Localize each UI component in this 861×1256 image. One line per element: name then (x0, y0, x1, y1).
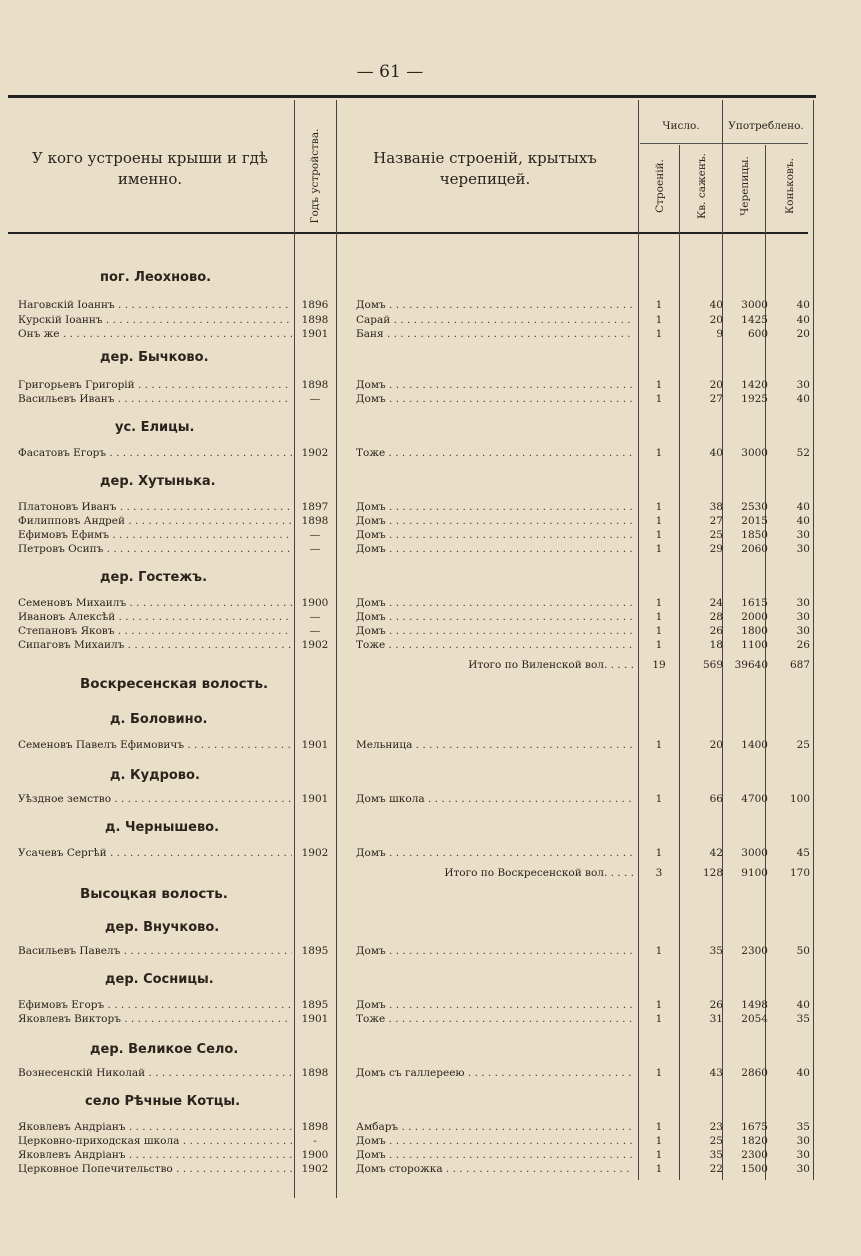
year-cell: 1900 (301, 1149, 329, 1161)
owner-cell: Усачевъ Сергѣй . . . (18, 846, 292, 861)
buildings-count-cell: 1 (655, 625, 663, 637)
building-cell: Домъ . . . (356, 1148, 634, 1163)
total-label: Итого по Виленской вол. . . . . (468, 659, 634, 671)
square-cell: 38 (709, 501, 723, 513)
year-cell: 1902 (301, 447, 329, 459)
tiles-cell: 2300 (741, 945, 768, 957)
buildings-count-cell: 1 (655, 393, 663, 405)
building-cell: Домъ . . . (356, 944, 634, 959)
ridges-cell: 52 (796, 447, 810, 459)
ridges-cell: 40 (796, 1067, 810, 1079)
owner-cell: Фасатовъ Егоръ . . . (18, 446, 292, 461)
owner-cell: Степановъ Яковъ . . . (18, 624, 292, 639)
square-cell: 35 (709, 945, 723, 957)
tiles-cell: 2054 (741, 1013, 768, 1025)
place-heading: д. Кудрово. (110, 768, 200, 783)
place-heading: д. Боловино. (110, 712, 208, 727)
total-ridges: 170 (789, 867, 810, 879)
buildings-count-cell: 1 (655, 1121, 663, 1133)
buildings-count-cell: 1 (655, 611, 663, 623)
header-owner: У кого устроены крыши и гдѣ именно. (32, 149, 268, 188)
table-row (0, 514, 861, 529)
table-row (0, 446, 861, 461)
header-ridges: Коньковъ. (784, 158, 796, 214)
year-cell: 1898 (301, 1121, 329, 1133)
buildings-count-cell: 1 (655, 1163, 663, 1175)
table-row (0, 1012, 861, 1027)
owner-cell: Сипаговъ Михаилъ . . . (18, 638, 292, 653)
building-cell: Амбаръ . . . (356, 1120, 634, 1135)
ridges-cell: 40 (796, 314, 810, 326)
table-row (0, 596, 861, 611)
tiles-cell: 1498 (741, 999, 768, 1011)
building-cell: Домъ . . . (356, 392, 634, 407)
ridges-cell: 30 (796, 1149, 810, 1161)
year-cell: 1902 (301, 639, 329, 651)
tiles-cell: 600 (747, 328, 768, 340)
square-cell: 35 (709, 1149, 723, 1161)
tiles-cell: 1925 (741, 393, 768, 405)
owner-cell: Ефимовъ Ефимъ . . . (18, 528, 292, 543)
owner-cell: Васильевъ Павелъ . . . (18, 944, 292, 959)
building-cell: Домъ . . . (356, 500, 634, 515)
square-cell: 26 (709, 999, 723, 1011)
ridges-cell: 45 (796, 847, 810, 859)
place-heading: село Рѣчные Котцы. (85, 1094, 241, 1109)
tiles-cell: 1425 (741, 314, 768, 326)
owner-cell: Васильевъ Иванъ . . . (18, 392, 292, 407)
year-cell: 1898 (301, 379, 329, 391)
year-cell: 1901 (301, 739, 329, 751)
owner-cell: Наговскій Іоаннъ . . . (18, 298, 292, 313)
tiles-cell: 1820 (741, 1135, 768, 1147)
header-buildings-count: Строеній. (654, 159, 666, 213)
building-cell: Тоже . . . (356, 1012, 634, 1027)
table-row (0, 392, 861, 407)
place-heading: пог. Леохново. (100, 270, 212, 285)
table-row (0, 1162, 861, 1177)
table-row (0, 542, 861, 557)
buildings-count-cell: 1 (655, 1013, 663, 1025)
total-tiles: 9100 (741, 867, 768, 879)
tiles-cell: 4700 (741, 793, 768, 805)
year-cell: — (309, 529, 321, 541)
year-cell: — (309, 611, 321, 623)
total-square: 569 (702, 659, 723, 671)
header-used-group: Употреблено. (728, 120, 804, 132)
year-cell: - (313, 1135, 317, 1147)
total-buildings: 3 (655, 867, 663, 879)
year-cell: 1901 (301, 1013, 329, 1025)
ridges-cell: 30 (796, 625, 810, 637)
square-cell: 20 (709, 739, 723, 751)
region-heading: Воскресенская волость. (80, 676, 269, 692)
table-row (0, 998, 861, 1013)
square-cell: 25 (709, 1135, 723, 1147)
buildings-count-cell: 1 (655, 999, 663, 1011)
year-cell: 1896 (301, 299, 329, 311)
buildings-count-cell: 1 (655, 1067, 663, 1079)
tiles-cell: 2300 (741, 1149, 768, 1161)
header-tiles: Черепицы. (739, 156, 751, 216)
buildings-count-cell: 1 (655, 1135, 663, 1147)
buildings-count-cell: 1 (655, 739, 663, 751)
buildings-count-cell: 1 (655, 314, 663, 326)
building-cell: Домъ . . . (356, 378, 634, 393)
place-heading: дер. Сосницы. (105, 972, 214, 987)
tiles-cell: 2000 (741, 611, 768, 623)
year-cell: 1898 (301, 1067, 329, 1079)
table-row (0, 846, 861, 861)
table-row (0, 378, 861, 393)
table-row (0, 1120, 861, 1135)
ridges-cell: 30 (796, 611, 810, 623)
buildings-count-cell: 1 (655, 515, 663, 527)
ridges-cell: 20 (796, 328, 810, 340)
owner-cell: Семеновъ Павелъ Ефимовичъ . . . (18, 738, 292, 753)
owner-cell: Ефимовъ Егоръ . . . (18, 998, 292, 1013)
ridges-cell: 35 (796, 1013, 810, 1025)
ridges-cell: 40 (796, 299, 810, 311)
square-cell: 22 (709, 1163, 723, 1175)
table-row (0, 313, 861, 328)
square-cell: 40 (709, 299, 723, 311)
place-heading: ус. Елицы. (115, 420, 195, 435)
header-year: Годъ устройства. (309, 128, 321, 224)
ridges-cell: 50 (796, 945, 810, 957)
place-heading: дер. Внучково. (105, 920, 220, 935)
ridges-cell: 40 (796, 501, 810, 513)
building-cell: Тоже . . . (356, 446, 634, 461)
header-count-group: Число. (662, 120, 700, 132)
year-cell: 1900 (301, 597, 329, 609)
tiles-cell: 1675 (741, 1121, 768, 1133)
owner-cell: Онъ же . . . (18, 327, 292, 342)
buildings-count-cell: 1 (655, 945, 663, 957)
ridges-cell: 30 (796, 597, 810, 609)
owner-cell: Яковлевъ Андріанъ . . . (18, 1148, 292, 1163)
building-cell: Домъ съ галлереею . . . (356, 1066, 634, 1081)
buildings-count-cell: 1 (655, 597, 663, 609)
table-row (0, 1066, 861, 1081)
page-number: — 61 — (356, 62, 424, 82)
year-cell: 1902 (301, 1163, 329, 1175)
place-heading: дер. Хутынька. (100, 474, 216, 489)
owner-cell: Церковное Попечительство . . . (18, 1162, 292, 1177)
header-building: Названіе строеній, крытыхъ черепицей. (373, 149, 597, 188)
ridges-cell: 40 (796, 515, 810, 527)
building-cell: Баня . . . (356, 327, 634, 342)
building-cell: Домъ сторожка . . . (356, 1162, 634, 1177)
building-cell: Домъ . . . (356, 624, 634, 639)
building-cell: Домъ . . . (356, 610, 634, 625)
square-cell: 9 (716, 328, 723, 340)
total-row (0, 866, 861, 881)
total-label: Итого по Воскресенской вол. . . . . (444, 867, 634, 879)
year-cell: 1901 (301, 793, 329, 805)
owner-cell: Платоновъ Иванъ . . . (18, 500, 292, 515)
year-cell: — (309, 625, 321, 637)
table-row (0, 944, 861, 959)
tiles-cell: 3000 (741, 847, 768, 859)
tiles-cell: 2060 (741, 543, 768, 555)
table-row (0, 1148, 861, 1163)
building-cell: Домъ . . . (356, 846, 634, 861)
table-row (0, 528, 861, 543)
building-cell: Домъ . . . (356, 528, 634, 543)
owner-cell: Григорьевъ Григорій . . . (18, 378, 292, 393)
square-cell: 18 (709, 639, 723, 651)
owner-cell: Уѣздное земство . . . (18, 792, 292, 807)
ridges-cell: 100 (789, 793, 810, 805)
place-heading: дер. Гостежъ. (100, 570, 208, 585)
building-cell: Домъ школа . . . (356, 792, 634, 807)
owner-cell: Курскій Іоаннъ . . . (18, 313, 292, 328)
ridges-cell: 35 (796, 1121, 810, 1133)
square-cell: 66 (709, 793, 723, 805)
owner-cell: Филипповъ Андрей . . . (18, 514, 292, 529)
table-row (0, 638, 861, 653)
ridges-cell: 30 (796, 529, 810, 541)
building-cell: Мельница . . . (356, 738, 634, 753)
owner-cell: Семеновъ Михаилъ . . . (18, 596, 292, 611)
year-cell: — (309, 393, 321, 405)
tiles-cell: 2015 (741, 515, 768, 527)
ridges-cell: 25 (796, 739, 810, 751)
year-cell: 1898 (301, 314, 329, 326)
year-cell: 1902 (301, 847, 329, 859)
building-cell: Домъ . . . (356, 298, 634, 313)
year-cell: 1898 (301, 515, 329, 527)
square-cell: 20 (709, 379, 723, 391)
building-cell: Домъ . . . (356, 514, 634, 529)
buildings-count-cell: 1 (655, 447, 663, 459)
building-cell: Домъ . . . (356, 596, 634, 611)
tiles-cell: 1420 (741, 379, 768, 391)
table-row (0, 738, 861, 753)
year-cell: 1897 (301, 501, 329, 513)
buildings-count-cell: 1 (655, 543, 663, 555)
building-cell: Домъ . . . (356, 998, 634, 1013)
tiles-cell: 2530 (741, 501, 768, 513)
buildings-count-cell: 1 (655, 639, 663, 651)
square-cell: 20 (709, 314, 723, 326)
ridges-cell: 40 (796, 999, 810, 1011)
buildings-count-cell: 1 (655, 793, 663, 805)
building-cell: Домъ . . . (356, 542, 634, 557)
square-cell: 31 (709, 1013, 723, 1025)
tiles-cell: 2860 (741, 1067, 768, 1079)
tiles-cell: 1850 (741, 529, 768, 541)
ridges-cell: 26 (796, 639, 810, 651)
square-cell: 28 (709, 611, 723, 623)
square-cell: 23 (709, 1121, 723, 1133)
buildings-count-cell: 1 (655, 847, 663, 859)
year-cell: — (309, 543, 321, 555)
tiles-cell: 3000 (741, 299, 768, 311)
buildings-count-cell: 1 (655, 1149, 663, 1161)
owner-cell: Ивановъ Алексѣй . . . (18, 610, 292, 625)
table-row (0, 298, 861, 313)
total-ridges: 687 (789, 659, 810, 671)
building-cell: Домъ . . . (356, 1134, 634, 1149)
tiles-cell: 3000 (741, 447, 768, 459)
square-cell: 43 (709, 1067, 723, 1079)
table-row (0, 792, 861, 807)
owner-cell: Церковно-приходская школа . . . (18, 1134, 292, 1149)
square-cell: 40 (709, 447, 723, 459)
tiles-cell: 1800 (741, 625, 768, 637)
total-tiles: 39640 (734, 659, 768, 671)
place-heading: д. Чернышево. (105, 820, 220, 835)
square-cell: 27 (709, 393, 723, 405)
square-cell: 27 (709, 515, 723, 527)
building-cell: Сарай . . . (356, 313, 634, 328)
table-row (0, 327, 861, 342)
year-cell: 1895 (301, 999, 329, 1011)
year-cell: 1901 (301, 328, 329, 340)
ridges-cell: 30 (796, 543, 810, 555)
square-cell: 26 (709, 625, 723, 637)
year-cell: 1895 (301, 945, 329, 957)
table-row (0, 610, 861, 625)
ridges-cell: 30 (796, 1163, 810, 1175)
owner-cell: Яковлевъ Викторъ . . . (18, 1012, 292, 1027)
square-cell: 29 (709, 543, 723, 555)
table-row (0, 500, 861, 515)
owner-cell: Вознесенскій Николай . . . (18, 1066, 292, 1081)
square-cell: 42 (709, 847, 723, 859)
buildings-count-cell: 1 (655, 529, 663, 541)
square-cell: 24 (709, 597, 723, 609)
ridges-cell: 30 (796, 379, 810, 391)
header-square-sazhen: Кв. саженъ. (696, 153, 708, 219)
total-buildings: 19 (652, 659, 666, 671)
table-row (0, 624, 861, 639)
place-heading: дер. Великое Село. (90, 1042, 239, 1057)
buildings-count-cell: 1 (655, 379, 663, 391)
tiles-cell: 1615 (741, 597, 768, 609)
building-cell: Тоже . . . (356, 638, 634, 653)
buildings-count-cell: 1 (655, 501, 663, 513)
ridges-cell: 30 (796, 1135, 810, 1147)
ridges-cell: 40 (796, 393, 810, 405)
total-square: 128 (702, 867, 723, 879)
region-heading: Высоцкая волость. (80, 886, 228, 902)
buildings-count-cell: 1 (655, 328, 663, 340)
owner-cell: Яковлевъ Андріанъ . . . (18, 1120, 292, 1135)
tiles-cell: 1500 (741, 1163, 768, 1175)
tiles-cell: 1100 (741, 639, 768, 651)
square-cell: 25 (709, 529, 723, 541)
owner-cell: Петровъ Осипъ . . . (18, 542, 292, 557)
tiles-cell: 1400 (741, 739, 768, 751)
table-row (0, 1134, 861, 1149)
place-heading: дер. Бычково. (100, 350, 209, 365)
buildings-count-cell: 1 (655, 299, 663, 311)
total-row (0, 658, 861, 673)
